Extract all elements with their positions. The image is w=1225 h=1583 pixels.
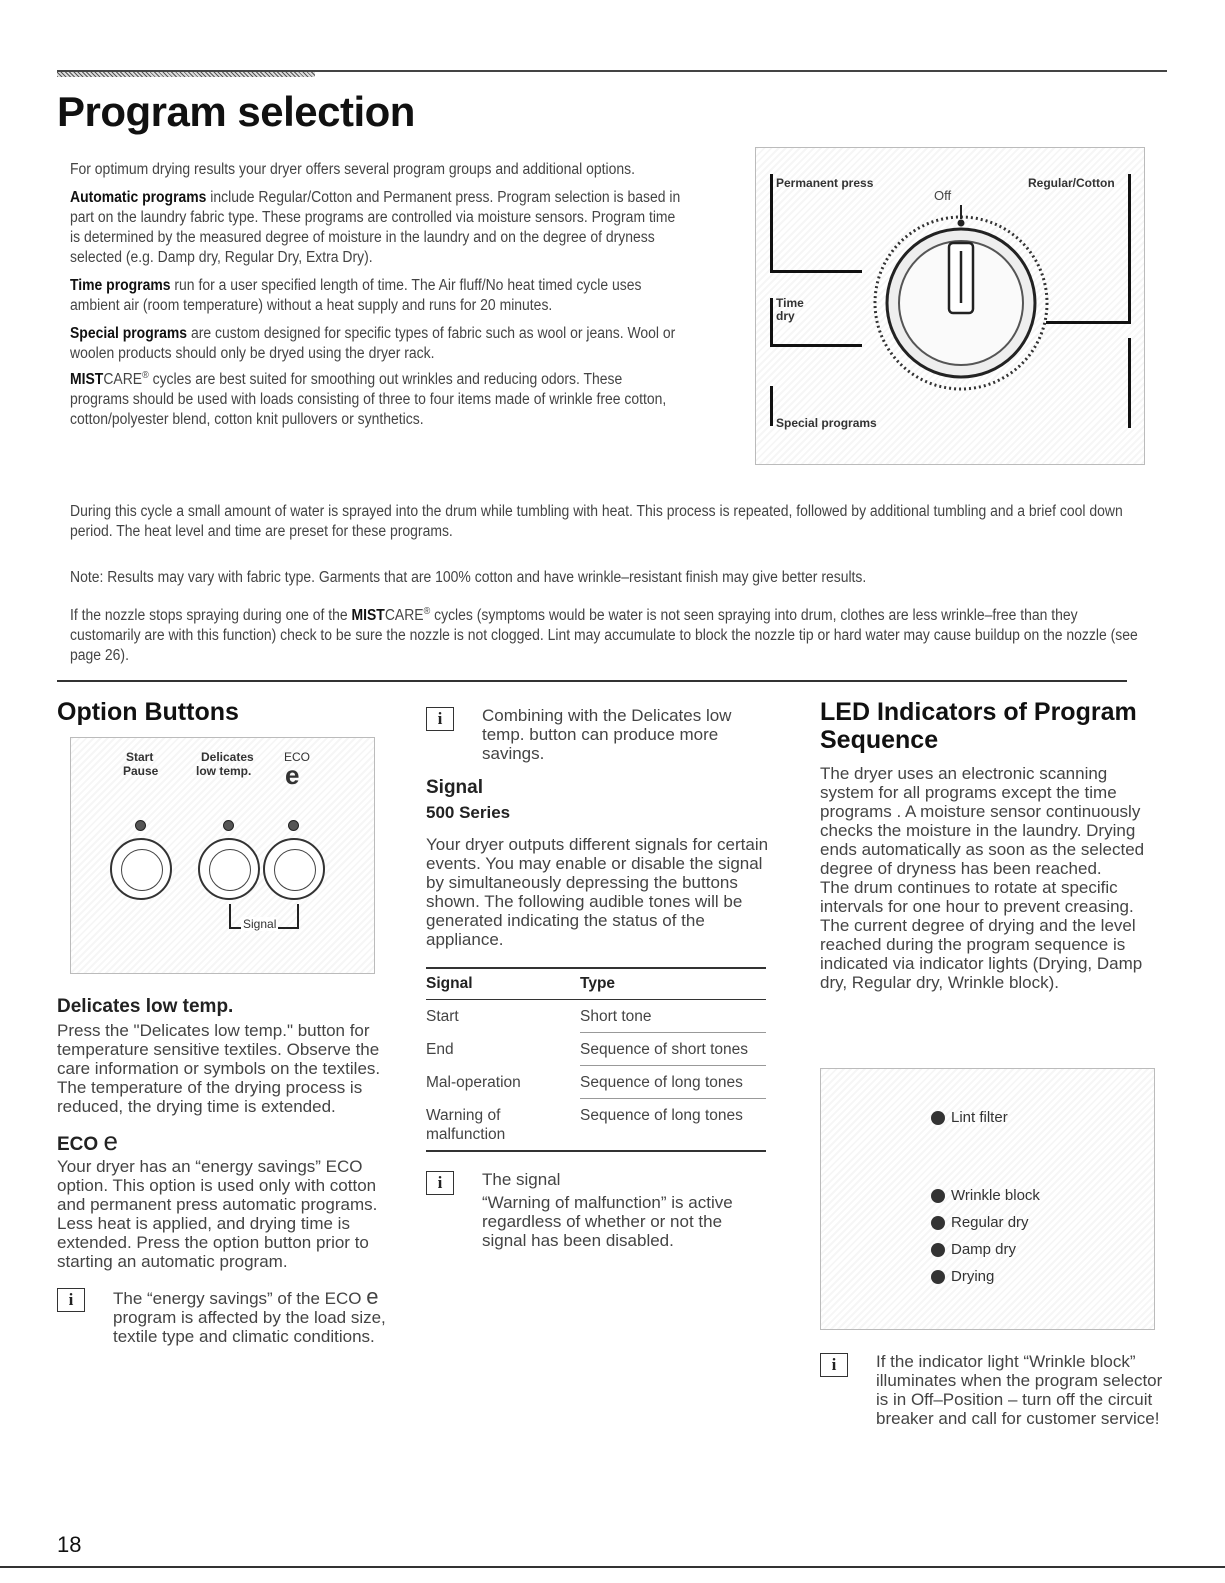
fig-eco-e-icon: e xyxy=(285,760,300,790)
signal-heading: Signal xyxy=(426,777,484,798)
page-title: Program selection xyxy=(57,88,415,135)
eco-text: Your dryer has an “energy savings” ECO option. This option is used only with cotton and permanent press automatic programs. Less heat is applied, and drying time is extended. Press the option button prior to starting an automatic program. xyxy=(57,1157,378,1271)
column-options xyxy=(57,996,387,1346)
program-dial-figure xyxy=(755,147,1145,465)
led-heading: LED Indicators of Program Sequence xyxy=(820,698,1137,754)
fig-eco-label: ECO xyxy=(284,750,311,764)
led-dot-icon xyxy=(931,1216,945,1230)
dial-label-permanent-press: Permanent press xyxy=(776,176,874,190)
column-led xyxy=(820,698,1165,992)
during-text: During this cycle a small amount of water is sprayed into the drum while tumbling with heat. This process is repeated, followed by additional tumbling and a brief cool down period. The heat level and time are preset for these programs. xyxy=(70,503,1123,540)
page-number: 18 xyxy=(57,1532,82,1557)
intro-mistcare: MISTCARE® cycles are best suited for smoothing out wrinkles and reducing odors. These programs should be used with loads consisting of three to four items made of wrinkle free cotton, cotton/polyester blend, cotton knit pullovers or synthetics. xyxy=(70,370,667,429)
eco-button[interactable] xyxy=(263,838,325,900)
fig-delicates-label: Delicates xyxy=(201,750,254,764)
note-text: Note: Results may vary with fabric type. Garments that are 100% cotton and have wrinkle–resistant finish may give better results. xyxy=(70,569,867,586)
led-indicators-figure xyxy=(820,1068,1155,1330)
column-signal xyxy=(426,706,771,1250)
footer-rule xyxy=(0,1566,1225,1568)
fig-lowtemp-label: low temp. xyxy=(196,764,252,778)
section-divider xyxy=(57,680,1127,682)
dial-label-off: Off xyxy=(934,188,952,203)
fig-signal-label: Signal xyxy=(243,917,277,931)
signal-table xyxy=(426,967,766,1152)
led-text-1: The dryer uses an electronic scanning system for all programs except the time programs . A moisture sensor continuously checks the moisture in the laundry. Drying ends automatically as soon as the selected degree of dryness has been reached. xyxy=(820,764,1145,878)
led-drying: Drying xyxy=(931,1268,994,1285)
led-dot-icon xyxy=(931,1111,945,1125)
table-row: Start Short tone xyxy=(426,1000,766,1033)
delicates-text: Press the "Delicates low temp." button for temperature sensitive textiles. Observe the care information or symbols on the textiles. The temperature of the drying process is reduced, the drying time is extended. xyxy=(57,1021,381,1116)
nozzle-text: If the nozzle stops spraying during one of the MISTCARE® cycles (symptoms would be water is not seen spraying into drum, clothes are less wrinkle–free than they customarily are with this function) check to be sure the nozzle is not clogged. Lint may accumulate to block the nozzle tip or hard water may cause buildup on the nozzle (see page 26). xyxy=(70,606,1138,665)
eco-led-icon xyxy=(288,820,299,831)
dial-label-special: Special programs xyxy=(776,416,877,430)
led-wrinkle-block: Wrinkle block xyxy=(931,1187,1040,1204)
delicates-heading: Delicates low temp. xyxy=(57,996,234,1017)
intro-special: Special programs are custom designed for specific types of fabric such as wool or jeans. Wool or woolen products should only be dryed using the dryer rack. xyxy=(70,325,676,362)
fig-pause-label: Pause xyxy=(123,764,159,778)
signal-column-header: Signal xyxy=(426,968,580,1000)
eco-info-note: i The “energy savings” of the ECO e program is affected by the load size, textile type and climatic conditions. xyxy=(57,1287,387,1346)
led-info xyxy=(820,1352,1165,1428)
led-damp-dry: Damp dry xyxy=(931,1241,1016,1258)
info-icon: i xyxy=(57,1288,85,1312)
fig-start-label: Start xyxy=(126,750,154,764)
combining-info-note: i Combining with the Delicates low temp. button can produce more savings. xyxy=(426,706,771,763)
signal-text: Your dryer outputs different signals for certain events. You may enable or disable the signal by simultaneously depressing the buttons shown. The following audible tones will be generated indicating the status of the appliance. xyxy=(426,835,769,949)
info-icon: i xyxy=(426,707,454,731)
intro-p1: For optimum drying results your dryer offers several program groups and additional options. xyxy=(70,161,635,178)
led-text-2: The drum continues to rotate at specific intervals for one hour to prevent creasing. xyxy=(820,878,1134,916)
led-lint-filter: Lint filter xyxy=(931,1109,1008,1126)
info-icon: i xyxy=(820,1353,848,1377)
program-dial-knob-icon xyxy=(851,203,1071,403)
intro-text xyxy=(70,160,682,438)
wrinkle-info-note: i If the indicator light “Wrinkle block” illuminates when the program selector is in Off–Position – turn off the circuit breaker and call for customer service! xyxy=(820,1352,1165,1428)
intro-automatic: Automatic programs include Regular/Cotton and Permanent press. Program selection is based in part on the laundry fabric type. These programs are controlled via moisture sensors. Program time is determined by the measured degree of moisture in the laundry and on the degree of dryness selected (e.g. Damp dry, Regular Dry, Extra Dry). xyxy=(70,189,681,266)
start-led-icon xyxy=(135,820,146,831)
type-column-header: Type xyxy=(580,968,766,1000)
start-pause-button[interactable] xyxy=(110,838,172,900)
dial-label-time: Time xyxy=(776,296,804,310)
info-icon: i xyxy=(426,1171,454,1195)
led-text-3: The current degree of drying and the level reached during the program sequence is indicated via indicator lights (Drying, Damp dry, Regular dry, Wrinkle block). xyxy=(820,916,1143,992)
option-buttons-figure xyxy=(70,737,375,974)
led-regular-dry: Regular dry xyxy=(931,1214,1029,1231)
intro-time: Time programs run for a user specified length of time. The Air fluff/No heat timed cycle uses ambient air (room temperature) without a heat supply and runs for 20 minutes. xyxy=(70,277,642,314)
delicates-low-temp-button[interactable] xyxy=(198,838,260,900)
delicates-led-icon xyxy=(223,820,234,831)
dial-label-dry: dry xyxy=(776,309,795,323)
eco-heading: ECO e xyxy=(57,1126,118,1156)
led-dot-icon xyxy=(931,1243,945,1257)
table-row: End Sequence of short tones xyxy=(426,1033,766,1066)
table-row: Warning of malfunction Sequence of long tones xyxy=(426,1099,766,1151)
led-dot-icon xyxy=(931,1189,945,1203)
dial-label-regular-cotton: Regular/Cotton xyxy=(1028,176,1115,190)
option-buttons-heading: Option Buttons xyxy=(57,698,239,726)
signal-info-note: i The signal “Warning of malfunction” is active regardless of whether or not the signal has been disabled. xyxy=(426,1170,771,1250)
signal-series: 500 Series xyxy=(426,803,511,822)
table-row: Mal-operation Sequence of long tones xyxy=(426,1066,766,1099)
led-dot-icon xyxy=(931,1270,945,1284)
header-rule xyxy=(57,70,1167,72)
